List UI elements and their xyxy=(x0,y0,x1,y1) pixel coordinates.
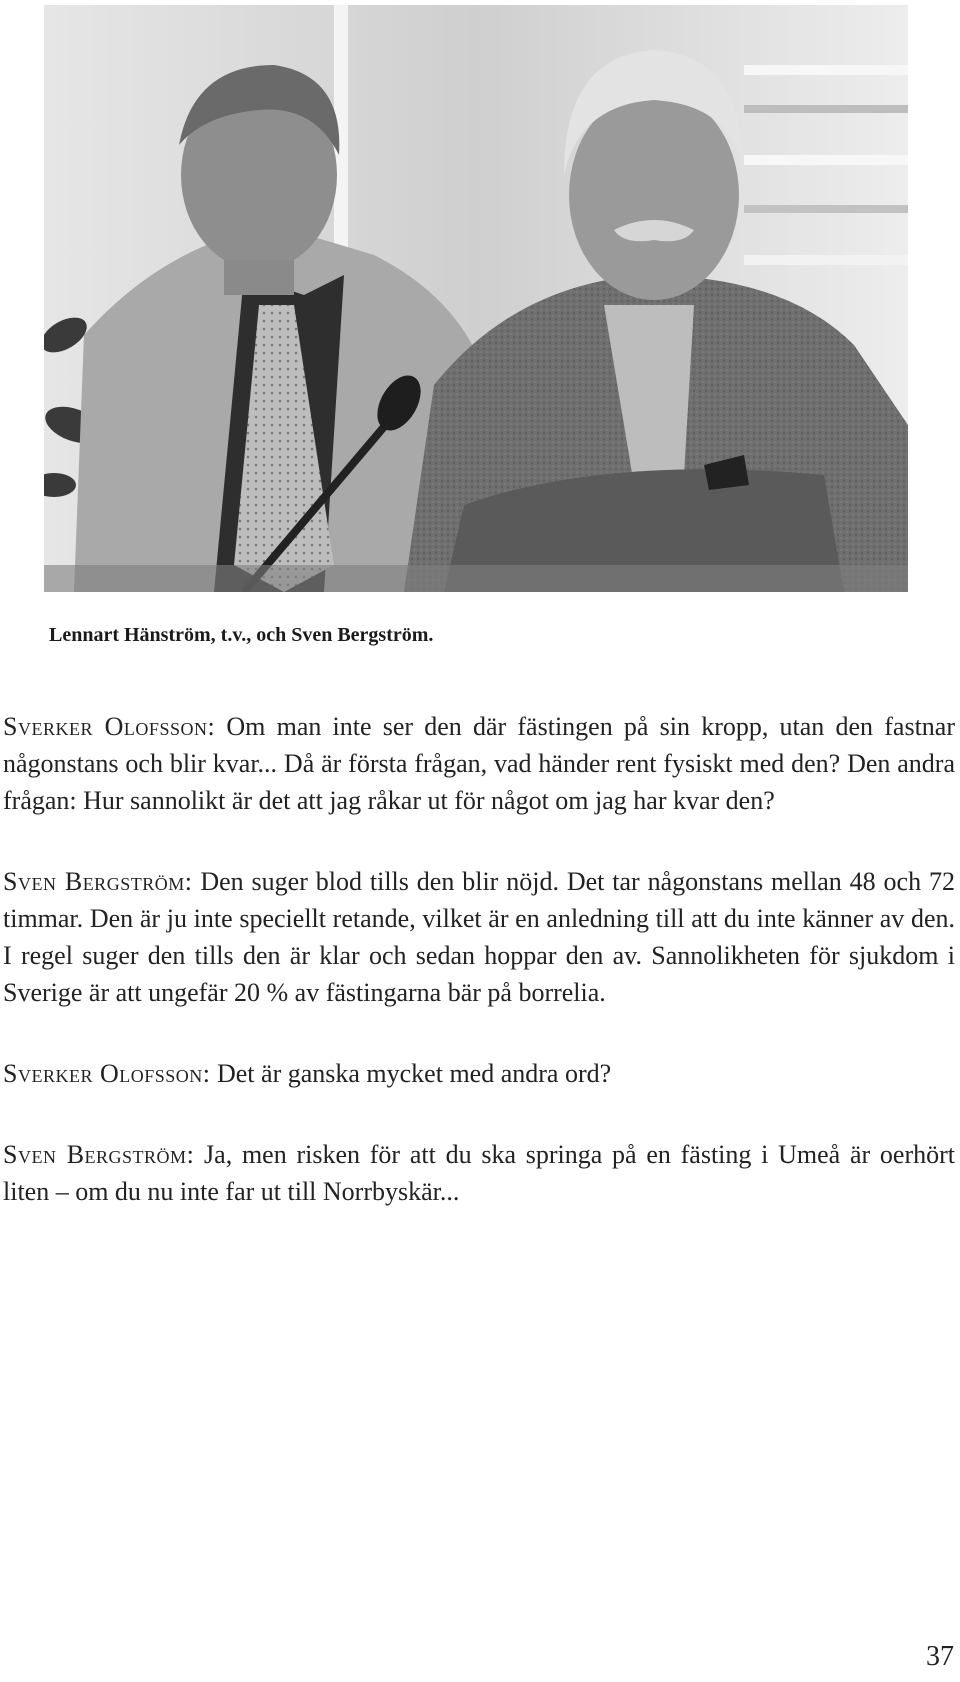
page-number: 37 xyxy=(926,1641,954,1672)
dialogue-paragraph xyxy=(3,1136,955,1210)
dialogue-text: Ja, men risken för att du ska springa på en fästing i Umeå är oerhört liten – om du nu inte far ut till Norrbyskär... xyxy=(3,1140,955,1206)
speaker-name: Sven Bergström: xyxy=(3,867,193,896)
photo xyxy=(44,5,908,592)
speaker-name: Sverker Olofsson: xyxy=(3,1059,211,1088)
dialogue-text: Om man inte ser den där fästingen på sin kropp, utan den fastnar någonstans och blir kvar... Då är första frågan, vad händer rent fysiskt med den? Den andra frågan: Hur sannolikt är det att jag råkar ut för något om jag har kvar den? xyxy=(3,712,955,815)
dialogue-paragraph xyxy=(3,863,955,1011)
speaker-name: Sverker Olofsson: xyxy=(3,712,216,741)
interview-transcript xyxy=(3,708,955,1254)
photo-illustration xyxy=(44,5,908,592)
dialogue-paragraph xyxy=(3,708,955,819)
dialogue-paragraph xyxy=(3,1055,955,1092)
dialogue-text: Det är ganska mycket med andra ord? xyxy=(210,1059,612,1088)
dialogue-text: Den suger blod tills den blir nöjd. Det tar någonstans mellan 48 och 72 timmar. Den är ju inte speciellt retande, vilket är en anledning till att du inte känner av den. I regel suger den tills den är klar och sedan hoppar den av. Sannolikheten för sjukdom i Sverige är att ungefär 20 % av fästingarna bär på borrelia. xyxy=(3,867,955,1007)
photo-caption: Lennart Hänström, t.v., och Sven Bergström. xyxy=(49,624,434,646)
speaker-name: Sven Bergström: xyxy=(3,1140,195,1169)
